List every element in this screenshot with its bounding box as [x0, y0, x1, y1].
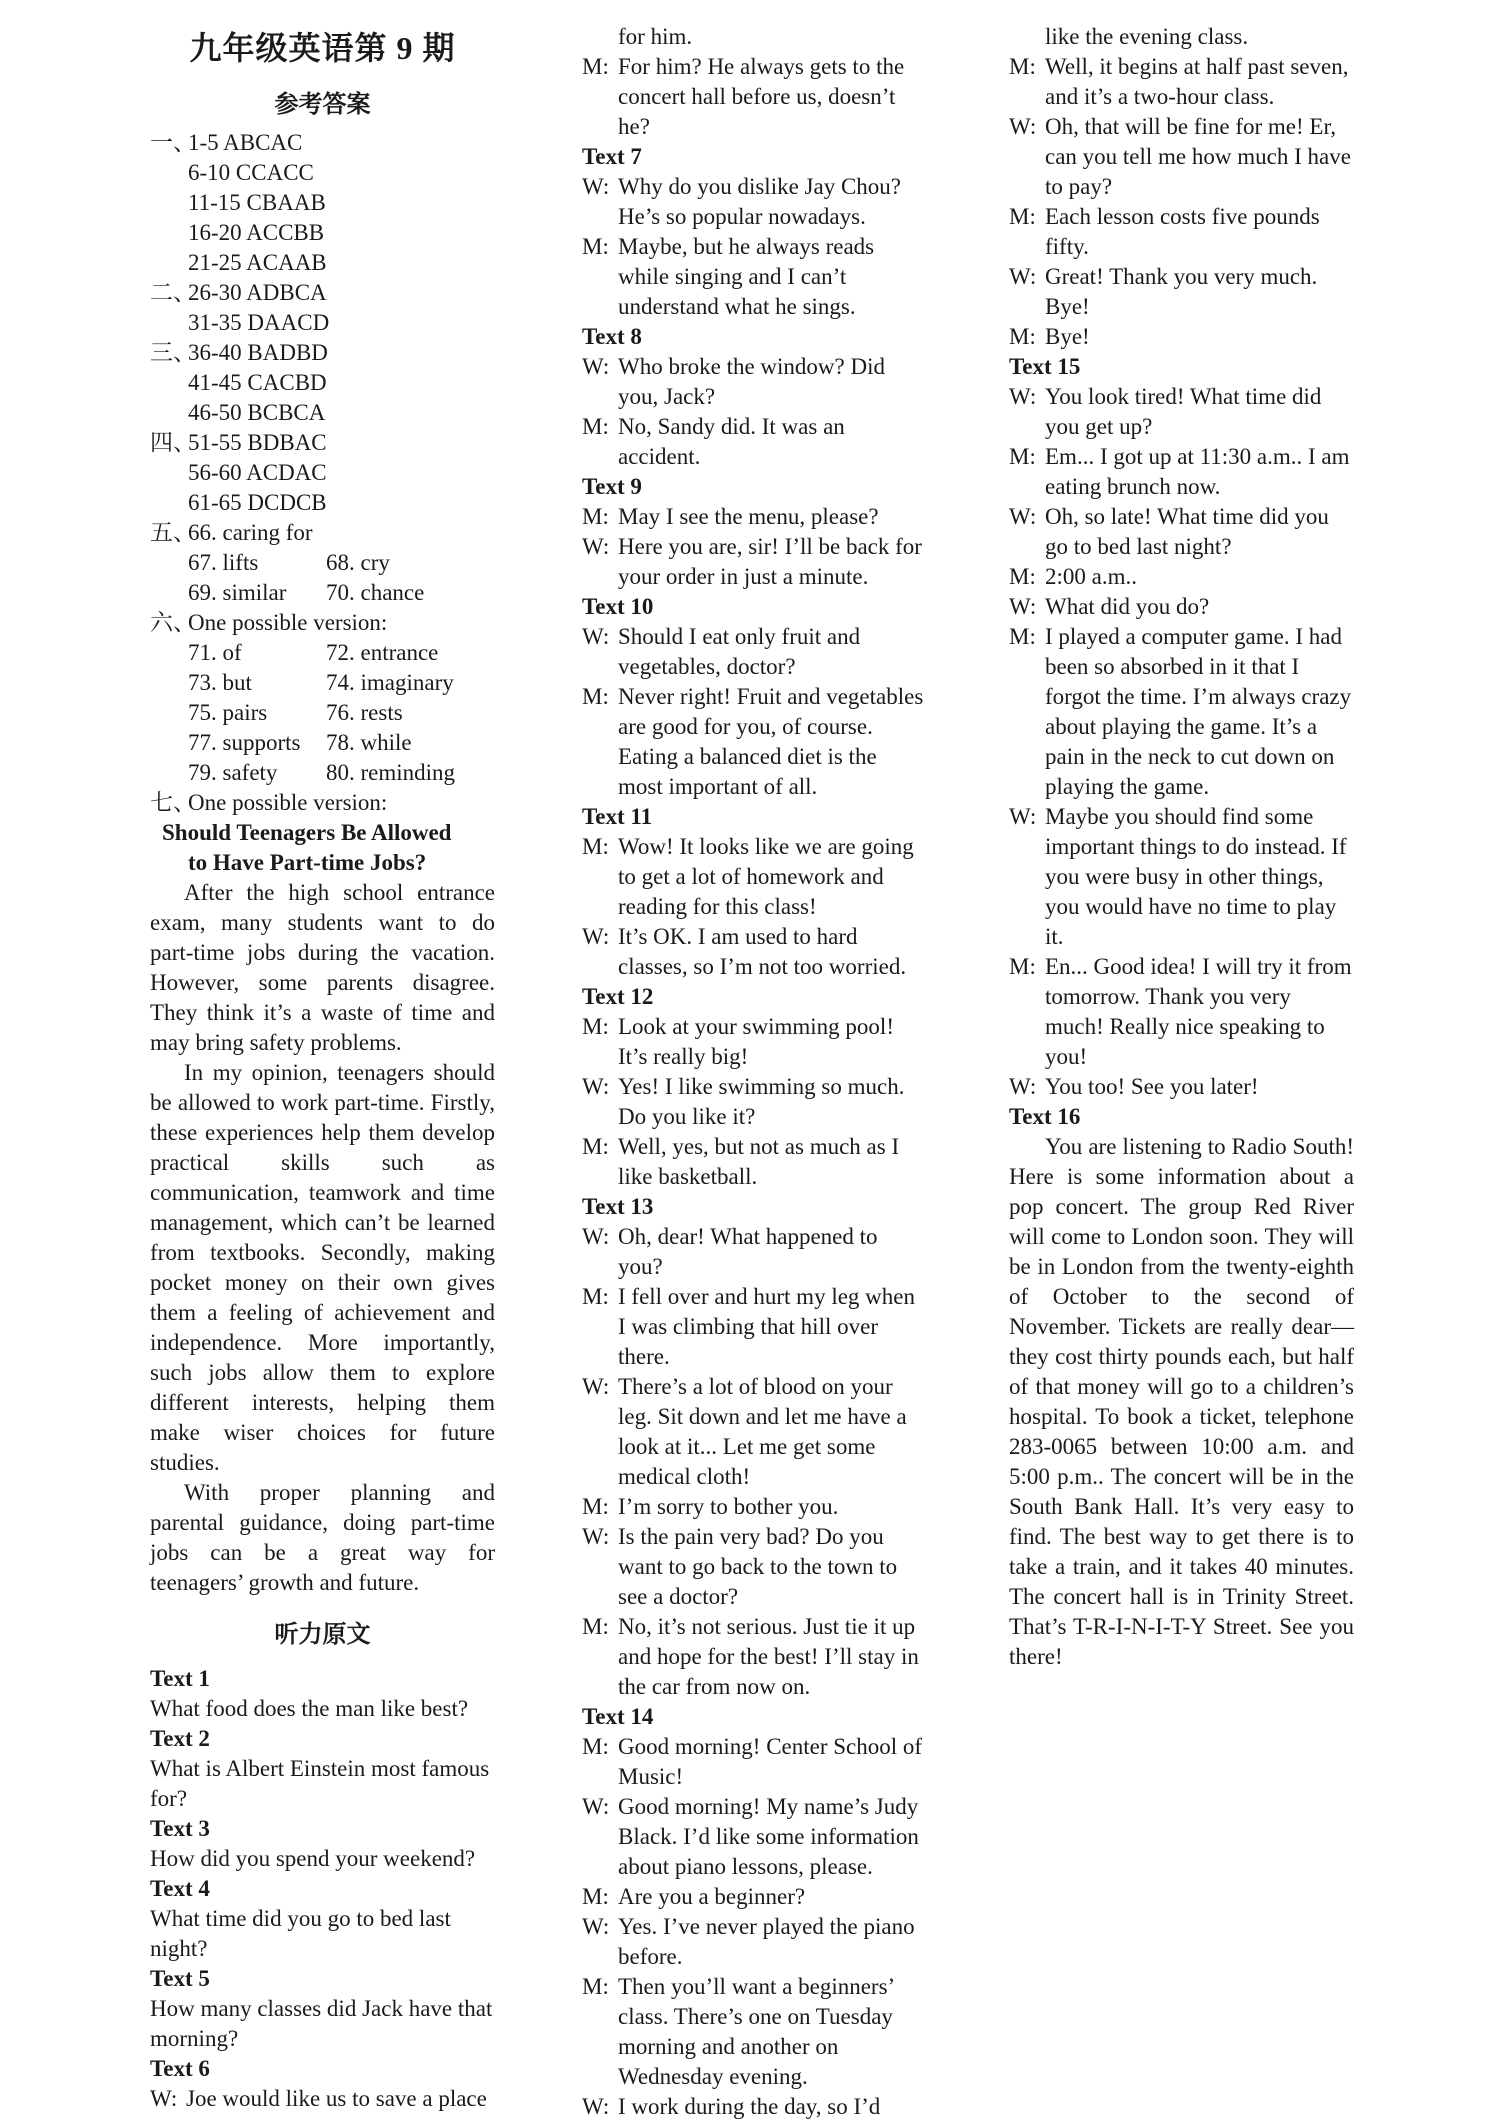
utterance: Should I eat only fruit and vegetables, doctor?	[618, 624, 861, 679]
dialogue-line	[1009, 262, 1354, 322]
listening-text-10	[582, 592, 927, 802]
answer-line: 51-55 BDBAC	[188, 430, 327, 455]
dialogue-line	[582, 922, 927, 982]
speaker: M:	[582, 54, 609, 79]
answer-item: 77. supports	[188, 730, 301, 755]
dialogue-line	[1009, 112, 1354, 202]
answer-line: 16-20 ACCBB	[188, 220, 325, 245]
utterance: Oh, that will be fine for me! Er, can you tell me how much I have to pay?	[1045, 114, 1351, 199]
utterance: No, Sandy did. It was an accident.	[618, 414, 845, 469]
listening-text-4	[150, 1874, 495, 1964]
answer-line: 66. caring for	[188, 520, 313, 545]
utterance: Wow! It looks like we are going to get a lot of homework and reading for this class!	[618, 834, 914, 919]
utterance: You too! See you later!	[1045, 1074, 1259, 1099]
utterance: No, it’s not serious. Just tie it up and hope for the best! I’ll stay in the car from now on.	[618, 1614, 919, 1699]
speaker: W:	[582, 1224, 610, 1249]
answer-section-5	[150, 518, 495, 608]
dialogue-line	[1009, 952, 1354, 1072]
utterance: What did you do?	[1045, 594, 1210, 619]
text-heading: Text 15	[1009, 354, 1081, 379]
column-2	[582, 22, 927, 2122]
speaker: W:	[582, 1374, 610, 1399]
answer-line: 1-5 ABCAC	[188, 130, 303, 155]
speaker: W:	[582, 1914, 610, 1939]
section-label: 五、	[150, 520, 196, 545]
utterance: Who broke the window? Did you, Jack?	[618, 354, 885, 409]
speaker: W:	[582, 1794, 610, 1819]
essay-paragraph: After the high school entrance exam, many students want to do part-time jobs during the vacation. However, some parents disagree. They think it’s a waste of time and may bring safety problems.	[150, 880, 495, 1055]
listening-text-5	[150, 1964, 495, 2054]
section-label: 一、	[150, 130, 196, 155]
answer-item: 69. similar	[188, 580, 287, 605]
speaker: M:	[582, 1884, 609, 1909]
text-heading: Text 3	[150, 1816, 210, 1841]
column-3	[1009, 22, 1354, 1672]
listening-text-16	[1009, 1102, 1354, 1672]
section-label: 二、	[150, 280, 196, 305]
answer-line: 6-10 CCACC	[188, 160, 314, 185]
dialogue-line	[582, 1972, 927, 2092]
speaker: M:	[582, 1014, 609, 1039]
utterance: Why do you dislike Jay Chou? He’s so popular nowadays.	[618, 174, 901, 229]
answer-item: 68. cry	[326, 550, 390, 575]
utterance: Bye!	[1045, 324, 1090, 349]
answer-section-4	[150, 428, 495, 518]
utterance: You look tired! What time did you get up?	[1045, 384, 1322, 439]
dialogue-line	[582, 832, 927, 922]
speaker: M:	[1009, 444, 1036, 469]
answer-line: 31-35 DAACD	[188, 310, 330, 335]
dialogue-line	[582, 1732, 927, 1792]
speaker: W:	[582, 534, 610, 559]
speaker: W:	[1009, 114, 1037, 139]
dialogue-line	[582, 1222, 927, 1282]
listening-text-2	[150, 1724, 495, 1814]
section-label: 四、	[150, 430, 196, 455]
dialogue-line	[582, 1882, 927, 1912]
dialogue-line	[582, 412, 927, 472]
text-heading: Text 8	[582, 324, 642, 349]
essay-paragraph: With proper planning and parental guidance, doing part-time jobs can be a great way for teenagers’ growth and future.	[150, 1480, 495, 1595]
essay-title-line-1: Should Teenagers Be Allowed	[162, 820, 452, 845]
dialogue-line	[582, 1012, 927, 1072]
text-question: What is Albert Einstein most famous for?	[150, 1756, 490, 1811]
listening-text-7	[582, 142, 927, 322]
speaker: W:	[582, 624, 610, 649]
dialogue-line	[582, 1612, 927, 1702]
dialogue-line	[582, 1282, 927, 1372]
dialogue-line	[582, 622, 927, 682]
answer-line: 41-45 CACBD	[188, 370, 327, 395]
answer-section-1	[150, 128, 495, 278]
dialogue-line	[1009, 802, 1354, 952]
text-heading: Text 11	[582, 804, 653, 829]
listening-text-11	[582, 802, 927, 982]
text-heading: Text 7	[582, 144, 642, 169]
text-question: What food does the man like best?	[150, 1696, 469, 1721]
utterance: Oh, dear! What happened to you?	[618, 1224, 878, 1279]
utterance: Never right! Fruit and vegetables are good for you, of course. Eating a balanced diet is the most important of all.	[618, 684, 924, 799]
speaker: W:	[1009, 804, 1037, 829]
speaker: W:	[582, 924, 610, 949]
dialogue-line	[582, 172, 927, 232]
dialogue-line	[582, 232, 927, 322]
answer-item: 80. reminding	[326, 760, 456, 785]
text-heading: Text 16	[1009, 1104, 1081, 1129]
listening-text-9	[582, 472, 927, 592]
dialogue-line	[150, 2084, 495, 2114]
speaker: M:	[1009, 954, 1036, 979]
text-heading: Text 14	[582, 1704, 654, 1729]
answer-item: 72. entrance	[326, 640, 439, 665]
dialogue-line	[582, 1132, 927, 1192]
utterance: Well, it begins at half past seven, and it’s a two-hour class.	[1045, 54, 1349, 109]
utterance: Each lesson costs five pounds fifty.	[1045, 204, 1320, 259]
dialogue-line	[582, 1492, 927, 1522]
speaker: M:	[582, 504, 609, 529]
dialogue-line	[582, 1072, 927, 1132]
dialogue-line	[1009, 592, 1354, 622]
dialogue-line	[1009, 622, 1354, 802]
section-label: 七、	[150, 790, 196, 815]
essay-title	[150, 818, 495, 878]
answer-item: 75. pairs	[188, 700, 268, 725]
utterance: Maybe, but he always reads while singing and I can’t understand what he sings.	[618, 234, 875, 319]
speaker: W:	[150, 2086, 178, 2111]
answer-line: 56-60 ACDAC	[188, 460, 327, 485]
text-heading: Text 1	[150, 1666, 210, 1691]
answer-item: 67. lifts	[188, 550, 259, 575]
dialogue-line	[582, 1522, 927, 1612]
text-heading: Text 2	[150, 1726, 210, 1751]
utterance: I work during the day, so I’d	[618, 2094, 881, 2119]
speaker: W:	[582, 1074, 610, 1099]
dialogue-line	[1009, 202, 1354, 262]
dialogue-line	[582, 1792, 927, 1882]
dialogue-line	[582, 352, 927, 412]
speaker: W:	[582, 2094, 610, 2119]
speaker: M:	[1009, 624, 1036, 649]
speaker: W:	[1009, 504, 1037, 529]
listening-heading: 听力原文	[274, 1622, 371, 1648]
speaker: M:	[582, 1134, 609, 1159]
column-1	[150, 28, 495, 2114]
answer-line: 46-50 BCBCA	[188, 400, 326, 425]
text-heading: Text 10	[582, 594, 654, 619]
utterance: Good morning! My name’s Judy Black. I’d like some information about piano lessons, please.	[618, 1794, 919, 1879]
dialogue-line	[582, 502, 927, 532]
dialogue-line	[1009, 562, 1354, 592]
listening-text-6	[150, 2054, 495, 2114]
utterance: Yes. I’ve never played the piano before.	[618, 1914, 915, 1969]
dialogue-line	[1009, 52, 1354, 112]
listening-text-14	[582, 1702, 927, 2122]
utterance: Here you are, sir! I’ll be back for your order in just a minute.	[618, 534, 922, 589]
utterance: Maybe you should find some important things to do instead. If you were busy in other things, you would have no time to play it.	[1045, 804, 1347, 949]
speaker: M:	[582, 684, 609, 709]
speaker: M:	[582, 1974, 609, 1999]
text-heading: Text 12	[582, 984, 654, 1009]
answer-line: 36-40 BADBD	[188, 340, 328, 365]
utterance: En... Good idea! I will try it from tomorrow. Thank you very much! Really nice speaking to you!	[1045, 954, 1352, 1069]
answer-line: 11-15 CBAAB	[188, 190, 326, 215]
utterance: I fell over and hurt my leg when I was climbing that hill over there.	[618, 1284, 915, 1369]
text-question: How did you spend your weekend?	[150, 1846, 476, 1871]
utterance: Yes! I like swimming so much. Do you like it?	[618, 1074, 905, 1129]
utterance: For him? He always gets to the concert hall before us, doesn’t he?	[618, 54, 905, 139]
speaker: M:	[1009, 54, 1036, 79]
dialogue-line	[1009, 502, 1354, 562]
speaker: W:	[1009, 1074, 1037, 1099]
section-label: 六、	[150, 610, 196, 635]
essay-title-line-2: to Have Part-time Jobs?	[188, 850, 427, 875]
utterance: Look at your swimming pool! It’s really big!	[618, 1014, 894, 1069]
speaker: M:	[1009, 324, 1036, 349]
utterance: Is the pain very bad? Do you want to go back to the town to see a doctor?	[618, 1524, 898, 1609]
answer-line: 21-25 ACAAB	[188, 250, 327, 275]
dialogue-line	[1009, 382, 1354, 442]
speaker: W:	[1009, 594, 1037, 619]
listening-text-8	[582, 322, 927, 472]
continued-line: for him.	[618, 24, 693, 49]
speaker: M:	[1009, 564, 1036, 589]
speaker: M:	[582, 1494, 609, 1519]
dialogue-line	[1009, 1072, 1354, 1102]
utterance: Are you a beginner?	[618, 1884, 806, 1909]
listening-text-12	[582, 982, 927, 1192]
dialogue-line	[582, 2092, 927, 2122]
text-heading: Text 13	[582, 1194, 654, 1219]
text-heading: Text 9	[582, 474, 642, 499]
answer-section-7	[150, 788, 495, 818]
listening-text-15	[1009, 352, 1354, 1102]
speaker: M:	[582, 414, 609, 439]
dialogue-line	[1009, 322, 1354, 352]
answer-section-6	[150, 608, 495, 788]
speaker: W:	[1009, 384, 1037, 409]
utterance: Good morning! Center School of Music!	[618, 1734, 923, 1789]
dialogue-line	[582, 532, 927, 592]
speaker: W:	[582, 354, 610, 379]
listening-text-1	[150, 1664, 495, 1724]
speaker: M:	[1009, 204, 1036, 229]
dialogue-line	[582, 682, 927, 802]
speaker: W:	[582, 174, 610, 199]
speaker: W:	[1009, 264, 1037, 289]
utterance: Oh, so late! What time did you go to bed last night?	[1045, 504, 1329, 559]
utterance: I played a computer game. I had been so absorbed in it that I forgot the time. I’m always crazy about playing the game. It’s a pain in the neck to cut down on playing the game.	[1045, 624, 1352, 799]
dialogue-line	[582, 52, 927, 142]
answers-heading: 参考答案	[274, 92, 371, 118]
dialogue-line	[582, 1372, 927, 1492]
dialogue-line	[1009, 442, 1354, 502]
answer-line: One possible version:	[188, 790, 388, 815]
utterance: Joe would like us to save a place	[186, 2086, 487, 2111]
speaker: M:	[582, 834, 609, 859]
text-heading: Text 5	[150, 1966, 210, 1991]
utterance: Well, yes, but not as much as I like basketball.	[618, 1134, 900, 1189]
text-question: What time did you go to bed last night?	[150, 1906, 451, 1961]
utterance: Em... I got up at 11:30 a.m.. I am eating brunch now.	[1045, 444, 1350, 499]
speaker: M:	[582, 234, 609, 259]
answer-item: 78. while	[326, 730, 412, 755]
continued-line: like the evening class.	[1045, 24, 1249, 49]
narration-paragraph: You are listening to Radio South! Here is some information about a pop concert. The group Red River will come to London soon. They will be in London from the twenty-eighth of October to the second of November. Tickets are really dear—they cost thirty pounds each, but half of that money will go to a children’s hospital. To book a ticket, telephone 283-0065 between 10:00 a.m. and 5:00 p.m.. The concert will be in the South Bank Hall. It’s very easy to find. The best way to get there is to take a train, and it takes 40 minutes. The concert hall is in Trinity Street. That’s T-R-I-N-I-T-Y Street. See you there!	[1009, 1134, 1354, 1669]
dialogue-line	[582, 1912, 927, 1972]
speaker: M:	[582, 1614, 609, 1639]
answer-line: 61-65 DCDCB	[188, 490, 327, 515]
answer-line: One possible version:	[188, 610, 388, 635]
utterance: May I see the menu, please?	[618, 504, 879, 529]
page-title: 九年级英语第 9 期	[189, 30, 456, 66]
answer-item: 71. of	[188, 640, 242, 665]
speaker: W:	[582, 1524, 610, 1549]
utterance: I’m sorry to bother you.	[618, 1494, 839, 1519]
text-heading: Text 6	[150, 2056, 210, 2081]
answer-section-3	[150, 338, 495, 428]
text-question: How many classes did Jack have that morning?	[150, 1996, 493, 2051]
text-heading: Text 4	[150, 1876, 210, 1901]
utterance: Then you’ll want a beginners’ class. There’s one on Tuesday morning and another on Wednesday evening.	[618, 1974, 894, 2089]
listening-text-3	[150, 1814, 495, 1874]
answer-item: 79. safety	[188, 760, 278, 785]
answer-item: 70. chance	[326, 580, 425, 605]
utterance: It’s OK. I am used to hard classes, so I’m not too worried.	[618, 924, 907, 979]
answer-item: 73. but	[188, 670, 252, 695]
answer-item: 74. imaginary	[326, 670, 454, 695]
speaker: M:	[582, 1284, 609, 1309]
section-label: 三、	[150, 340, 196, 365]
utterance: 2:00 a.m..	[1045, 564, 1137, 589]
utterance: There’s a lot of blood on your leg. Sit down and let me have a look at it... Let me get some medical cloth!	[618, 1374, 907, 1489]
answer-item: 76. rests	[326, 700, 403, 725]
listening-text-13	[582, 1192, 927, 1702]
answer-section-2	[150, 278, 495, 338]
answer-line: 26-30 ADBCA	[188, 280, 327, 305]
essay-paragraph: In my opinion, teenagers should be allowed to work part-time. Firstly, these experiences help them develop practical skills such as communication, teamwork and time management, which can’t be learned from textbooks. Secondly, making pocket money on their own gives them a feeling of achievement and independence. More importantly, such jobs allow them to explore different interests, helping them make wiser choices for future studies.	[150, 1060, 495, 1475]
utterance: Great! Thank you very much. Bye!	[1045, 264, 1318, 319]
speaker: M:	[582, 1734, 609, 1759]
